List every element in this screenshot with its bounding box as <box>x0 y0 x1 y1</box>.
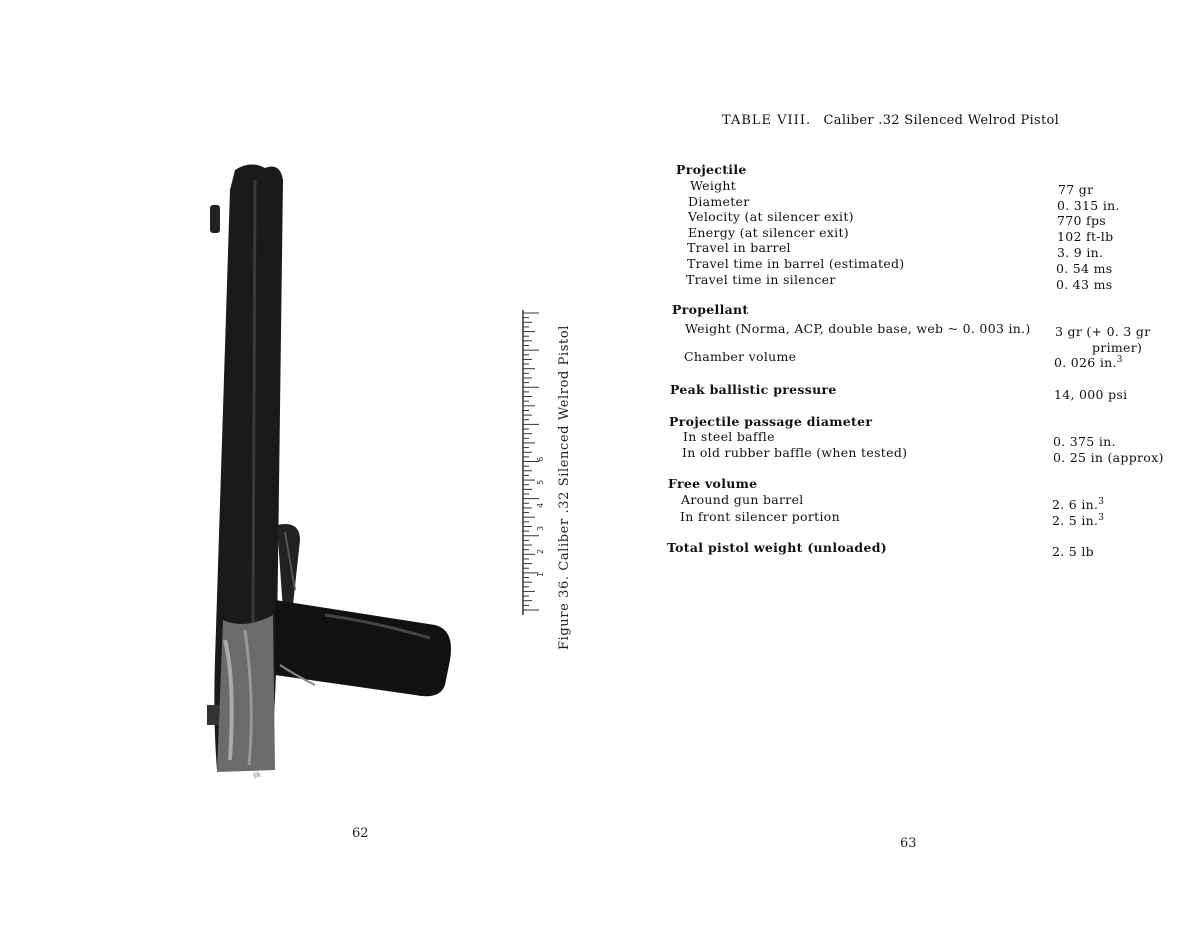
row-value: 770 fps <box>1057 213 1106 228</box>
row-label: Travel time in barrel (estimated) <box>687 256 905 271</box>
page-number: 63 <box>900 836 917 851</box>
row-value: 0. 026 in.$^3$ <box>1054 354 1123 370</box>
row-label: Diameter <box>688 194 750 209</box>
pistol-grip <box>275 600 451 696</box>
section-heading-pressure: Peak ballistic pressure <box>670 382 837 397</box>
row-label: Energy (at silencer exit) <box>688 225 849 240</box>
left-page <box>0 0 598 925</box>
row-value: 2. 5 lb <box>1052 544 1094 559</box>
section-heading-projectile: Projectile <box>676 162 747 177</box>
row-value: primer) <box>1092 340 1143 355</box>
row-label: Around gun barrel <box>681 492 804 507</box>
right-page <box>598 0 1197 925</box>
section-heading-total: Total pistol weight (unloaded) <box>667 540 887 555</box>
ruler-label: 1 <box>536 571 545 577</box>
row-value: 102 ft-lb <box>1057 229 1114 244</box>
row-label: Travel in barrel <box>687 240 791 255</box>
ruler-label: 6 <box>536 456 545 462</box>
ruler-label: 4 <box>536 502 545 508</box>
row-value: 0. 25 in (approx) <box>1053 450 1164 465</box>
table-label: TABLE VIII. <box>722 113 812 128</box>
row-label: In old rubber baffle (when tested) <box>682 445 908 460</box>
ruler-label: 3 <box>536 525 545 531</box>
section-heading-passage: Projectile passage diameter <box>669 414 873 429</box>
ruler <box>515 305 555 620</box>
row-value: 3 gr (+ 0. 3 gr <box>1055 324 1151 339</box>
figure-block <box>515 305 605 655</box>
section-heading-propellant: Propellant <box>672 302 749 317</box>
row-value: 0. 375 in. <box>1053 434 1116 449</box>
section-heading-free-volume: Free volume <box>668 476 758 491</box>
row-value: 14, 000 psi <box>1054 387 1128 402</box>
row-label: Travel time in silencer <box>686 272 836 287</box>
row-label: In steel baffle <box>683 429 775 444</box>
svg-text:ijk: ijk <box>253 771 261 779</box>
row-label: Velocity (at silencer exit) <box>688 209 854 224</box>
row-value: 0. 315 in. <box>1057 198 1120 213</box>
table-title <box>722 113 1059 128</box>
pistol-photo <box>205 160 465 785</box>
row-label: Weight (Norma, ACP, double base, web ~ 0. 003 in.) <box>685 321 1031 336</box>
row-value: 2. 6 in.$^3$ <box>1052 496 1105 512</box>
row-label: In front silencer portion <box>680 509 840 524</box>
row-label: Chamber volume <box>684 349 797 364</box>
row-value: 0. 43 ms <box>1056 277 1113 292</box>
row-value: 77 gr <box>1058 182 1094 197</box>
row-label: Weight <box>690 178 737 193</box>
figure-caption: Figure 36. Caliber .32 Silenced Welrod Pistol <box>557 324 572 650</box>
ruler-label: 2 <box>536 548 545 554</box>
row-value: 0. 54 ms <box>1056 261 1113 276</box>
page-number: 62 <box>352 826 369 841</box>
row-value: 3. 9 in. <box>1057 245 1104 260</box>
table-caption: Caliber .32 Silenced Welrod Pistol <box>823 113 1060 128</box>
ruler-label: 5 <box>536 479 545 485</box>
row-value: 2. 5 in.$^3$ <box>1052 512 1105 528</box>
